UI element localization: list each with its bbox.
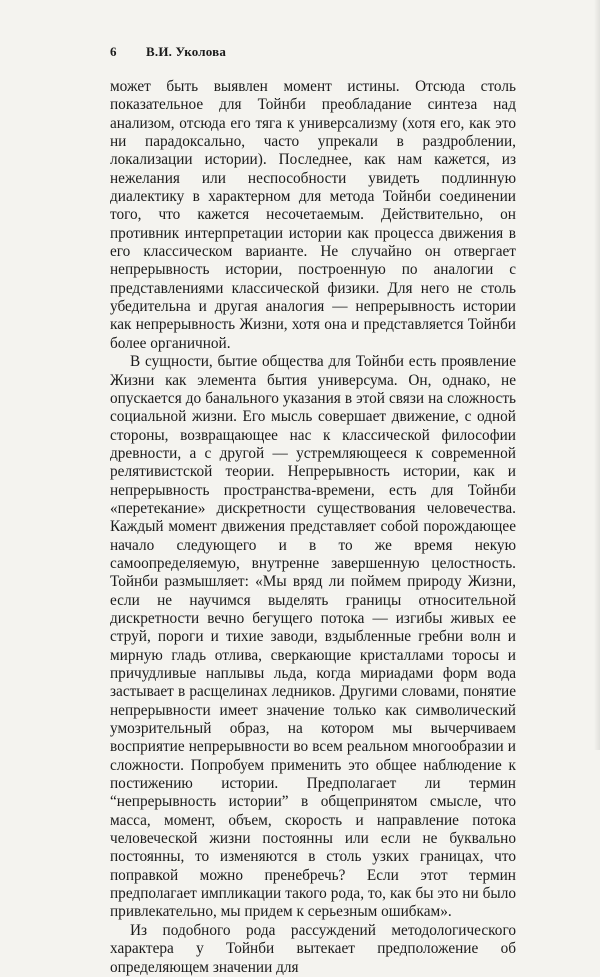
page-edge-shadow [594,0,600,750]
running-head-author: В.И. Уколова [146,44,227,59]
body-text [110,78,516,977]
paragraph-1: может быть выявлен момент истины. Отсюда столь показательное для Тойнби преобладание синтеза над анализом, отсюда его тяга к универсализму (хотя его, как это ни парадоксально, часто упрекали в раздроблении, локализации истории). Последнее, как нам кажется, из нежелания или неспособности увидеть подлинную диалектику в характерном для метода Тойнби соединении того, что кажется несочетаемым. Действительно, он противник интерпретации истории как процесса движения в его классическом варианте. Не случайно он отвергает непрерывность истории, построенную по аналогии с представлениями классической физики. Для него не столь убедительна и другая аналогия — непрерывность истории как непрерывность Жизни, хотя она и представляется Тойнби более органичной. [110,78,516,352]
page-number: 6 [110,44,117,59]
paragraph-3: Из подобного рода рассуждений методологического характера у Тойнби вытекает предположение об определяющем значении для [110,921,516,976]
paragraph-2: В сущности, бытие общества для Тойнби есть проявление Жизни как элемента бытия универсума. Он, однако, не опускается до банального указания в этой связи на сложность социальной жизни. Его мысль совершает движение, с одной стороны, возвращающее нас к классической философии древности, а с другой — устремляющееся к современной релятивистской теории. Непрерывность истории, как и непрерывность пространства-времени, есть для Тойнби «перетекание» дискретности существования человечества. Каждый момент движения представляет собой порождающее начало следующего и в то же время некую самоопределяемую, внутренне завершенную целостность. Тойнби размышляет: «Мы вряд ли поймем природу Жизни, если не научимся выделять границы относительной дискретности вечно бегущего потока — изгибы живых ее струй, пороги и тихие заводи, вздыбленные гребни волн и мирную гладь отлива, сверкающие кристаллами торосы и причудливые наплывы льда, когда мириадами форм вода застывает в расщелинах ледников. Другими словами, понятие непрерывности имеет значение только как символический умозрительный образ, на котором мы вычерчиваем восприятие непрерывности во всем реальном многообразии и сложности. Попробуем применить это общее наблюдение к постижению истории. Предполагает ли термин “непрерывность истории” в общепринятом смысле, что масса, момент, объем, скорость и направление потока человеческой жизни постоянны или если не буквально постоянны, то изменяются в столь узких границах, что поправкой можно пренебречь? Если этот термин предполагает импликации такого рода, то, как бы это ни было привлекательно, мы придем к серьезным ошибкам». [110,353,516,921]
page-header [110,44,516,60]
